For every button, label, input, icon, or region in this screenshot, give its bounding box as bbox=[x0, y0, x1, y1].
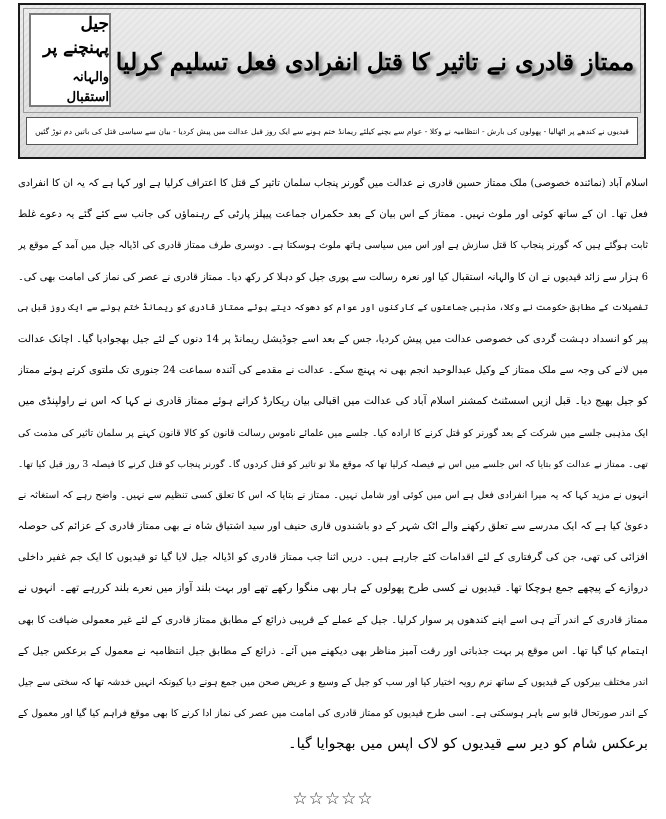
kicker-top: جیل پہنچنے پر bbox=[43, 14, 109, 58]
article-line: ممتاز قادری کے اندر آتے ہی اسے اپنے کندھوں پر سوار کرلیا۔ جیل کے عملے کے قریبی ذرائع کے مطابق ممتاز قادری کے لئے غیر معمولی ضیافت کا بھی bbox=[18, 614, 648, 626]
article-line: فعل تھا۔ ان کے ساتھ کوئی اور ملوث نہیں۔ ممتاز کے اس بیان کے بعد حکمراں جماعت پیپلز پارٹی کے رہنماؤں کی جانب سے کئے گئے یہ دعوے غلط bbox=[18, 209, 648, 221]
headline-panel bbox=[23, 8, 641, 113]
article-line: کو جیل بھیج دیا۔ قبل ازیں اسسٹنٹ کمشنر اسلام آباد کی عدالت میں اقبالی بیان ریکارڈ کراتے ہوئے ممتاز قادری نے کہا کہ اس نے راولپنڈی میں bbox=[18, 395, 648, 408]
article-line: 6 ہزار سے زائد قیدیوں نے ان کا والہانہ استقبال کیا اور نعرہ رسالت سے پوری جیل کو دہلا کر رکھ دیا۔ ممتاز قادری نے عصر کی نماز کی امامت بھی کی۔ bbox=[18, 271, 648, 283]
subheadline: قیدیوں نے کندھے پر اٹھالیا - پھولوں کی بارش - انتظامیہ نے وکلا - عوام سے بچنے کیلئے ریمانڈ ختم ہونے سے ایک روز قبل عدالت میں پیش کردیا - بیان سے سیاسی قتل کی باتیں دم توڑ گئیں bbox=[26, 117, 638, 145]
article-line: ثابت ہوگئے ہیں کہ گورنر پنجاب کا قتل سازش ہے اور اس میں سیاسی ہاتھ ملوث ہوسکتا ہے۔ دوسری طرف ممتاز قادری کی اڈیالہ جیل میں آمد کے موقع پر bbox=[18, 240, 648, 252]
article-line: انہوں نے مزید کہا کہ یہ میرا انفرادی فعل ہے اس میں کوئی اور شامل نہیں۔ ممتاز نے بتایا کہ اس کا تعلق کسی تنظیم سے نہیں۔ واضح رہے کہ استغاثہ نے bbox=[18, 489, 648, 501]
kicker-box bbox=[29, 13, 111, 107]
article-line: اہتمام کیا گیا تھا۔ اس موقع پر بہت جذباتی اور رقت آمیز مناظر بھی دیکھنے میں آئے۔ ذرائع کے مطابق جیل انتظامیہ نے معمول کے برعکس جیل کے bbox=[18, 645, 648, 657]
article-line: تفصیلات کے مطابق حکومت نے وکلا، مذہبی جماعتوں کے کارکنوں اور عوام کو دھوکہ دیتے ہوئے ممتاز قادری کو ریمانڈ ختم ہونے سے ایک روز قبل ہی bbox=[18, 302, 648, 313]
article-line: اسلام آباد (نمائندہ خصوصی) ملک ممتاز حسین قادری نے عدالت میں گورنر پنجاب سلمان تاثیر کے قتل کا اعتراف کرلیا ہے اور کہا ہے کہ یہ ان کا انفرادی bbox=[18, 178, 648, 189]
article-line: دروازے کے پیچھے جمع ہوچکا تھا۔ قیدیوں نے کسی طرح پھولوں کے ہار بھی منگوا رکھے تھے اور بہت بلند آواز میں نعرے بلند کررہے تھے۔ انہوں نے bbox=[18, 582, 648, 595]
kicker-bottom: والہانہ استقبال bbox=[66, 70, 109, 105]
article-line: افزائی کی تھی، جن کی گرفتاری کے لئے اقدامات کئے جارہے ہیں۔ دریں اثنا جب ممتاز قادری کو اڈیالہ جیل لایا گیا تو قیدیوں کا ایک جم غفیر داخلی bbox=[18, 552, 648, 564]
article-body bbox=[18, 168, 648, 761]
article-line: میں لانے کی وجہ سے ملک ممتاز کے وکیل عبدالوحید انجم بھی نہ پہنچ سکے۔ عدالت نے مقدمے کی آئندہ سماعت 24 جنوری تک ملتوی کرتے ہوئے ممتاز bbox=[18, 365, 648, 377]
headline: ممتاز قادری نے تاثیر کا قتل انفرادی فعل تسلیم کرلیا bbox=[115, 47, 635, 76]
article-line: تھی۔ ممتاز نے عدالت کو بتایا کہ اس جلسے میں اس نے فیصلہ کرلیا تھا کہ موقع ملا تو تاثیر کو قتل کردوں گا۔ گورنر پنجاب کو قتل کرنے کا فیصلہ 3 روز قبل کیا تھا۔ bbox=[18, 458, 648, 470]
article-line: پیر کو انسداد دہشت گردی کی خصوصی عدالت میں پیش کردیا، جس کے بعد اسے جوڈیشل ریمانڈ پر 14 دنوں کے لئے جیل بھجوادیا گیا۔ اچانک عدالت bbox=[18, 333, 648, 345]
article-line: ایک مذہبی جلسے میں شرکت کے بعد گورنر کو قتل کرنے کا ارادہ کیا۔ جلسے میں علمائے ناموس رسالت قانون کو کالا قانون کہنے پر سلمان تاثیر کی مذمت کی bbox=[18, 427, 648, 439]
end-mark-stars: ☆☆☆☆☆ bbox=[292, 789, 374, 809]
article-line: کے اندر صورتحال قابو سے باہر ہوسکتی ہے۔ اسی طرح قیدیوں کو ممتاز قادری کی امامت میں عصر کی نماز ادا کرنے کا بھی موقع فراہم کیا گیا اور معمول کے bbox=[18, 708, 648, 720]
article-line: برعکس شام کو دیر سے قیدیوں کو لاک اپس میں بھجوایا گیا۔ bbox=[288, 736, 648, 753]
article-line: اندر مختلف بیرکوں کے قیدیوں کے ساتھ نرم رویہ اختیار کیا اور سب کو جیل کے وسیع و عریض صحن میں جمع ہونے دیا کیونکہ انہیں خدشہ تھا کہ سختی سے جیل bbox=[18, 677, 648, 688]
headline-banner bbox=[18, 3, 646, 159]
article-line: دعویٰ کیا ہے کہ ایک مدرسے سے تعلق رکھنے والے اٹک شہر کے دو باشندوں قاری حنیف اور سید اشتیاق شاہ نے بھی ممتاز قادری کے عزائم کی حوصلہ bbox=[18, 521, 648, 533]
